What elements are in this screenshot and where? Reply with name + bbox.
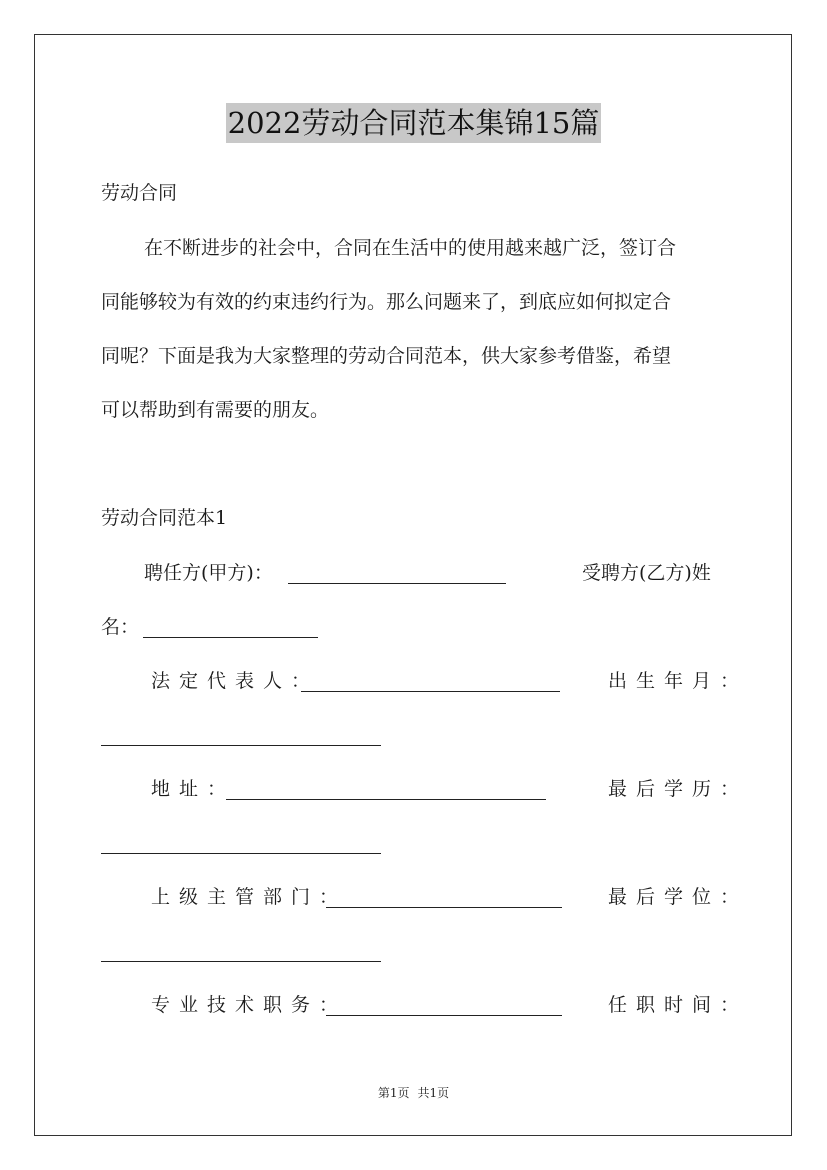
- intro-line-3: 同呢？下面是我为大家整理的劳动合同范本，供大家参考借鉴，希望: [101, 345, 672, 367]
- address-label: 地址：: [151, 778, 236, 800]
- employee-label-cont: 名：: [101, 616, 140, 638]
- title-duty-blank: [326, 1015, 562, 1016]
- degree-blank: [101, 961, 381, 962]
- page-footer: [0, 1085, 827, 1101]
- tenure-label: 任职时间：: [608, 994, 749, 1016]
- intro-line-4: 可以帮助到有需要的朋友。: [101, 399, 330, 421]
- degree-label: 最后学位：: [608, 886, 749, 908]
- intro-line-2: 同能够较为有效的约束违约行为。那么问题来了，到底应如何拟定合: [101, 291, 672, 313]
- birth-blank: [101, 745, 381, 746]
- sample-heading: 劳动合同范本1: [101, 507, 228, 529]
- education-blank: [101, 853, 381, 854]
- title-duty-label: 专业技术职务：: [151, 994, 348, 1016]
- intro-line-1: 在不断进步的社会中，合同在生活中的使用越来越广泛，签订合: [144, 237, 677, 259]
- page-total: 共1页: [417, 1086, 450, 1100]
- birth-label: 出生年月：: [608, 670, 749, 692]
- address-blank: [226, 799, 546, 800]
- document-title: 2022劳动合同范本集锦15篇: [226, 103, 602, 143]
- dept-label: 上级主管部门：: [151, 886, 348, 908]
- legal-rep-label: 法定代表人：: [151, 670, 320, 692]
- education-label: 最后学历：: [608, 778, 749, 800]
- employee-name-blank: [143, 637, 318, 638]
- employer-blank: [288, 583, 506, 584]
- employer-label: 聘任方(甲方)：: [144, 562, 273, 584]
- dept-blank: [326, 907, 562, 908]
- page-number: 第1页: [377, 1086, 410, 1100]
- legal-rep-blank: [301, 691, 560, 692]
- section-heading: 劳动合同: [101, 182, 178, 204]
- title-container: [0, 103, 827, 143]
- employee-label: 受聘方(乙方)姓: [582, 562, 711, 584]
